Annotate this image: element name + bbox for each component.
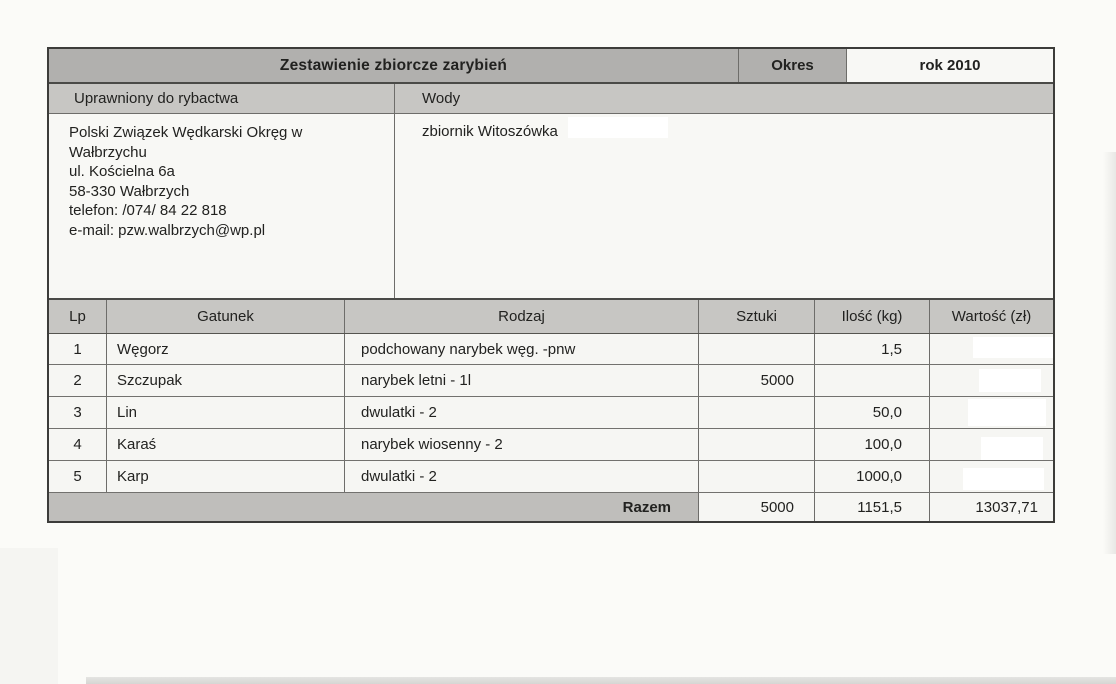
waters-value: zbiornik Witoszówka	[422, 123, 558, 140]
cell-sztuki: 5000	[699, 365, 815, 396]
cell-ilosc: 100,0	[815, 429, 930, 460]
address-line: Wałbrzychu	[69, 143, 147, 161]
address-line: telefon: /074/ 84 22 818	[69, 202, 227, 219]
col-header-gatunek: Gatunek	[107, 300, 345, 333]
address-line: 58-330 Wałbrzych	[69, 182, 190, 200]
cell-lp: 4	[49, 429, 107, 460]
whiteout-patch	[568, 117, 668, 138]
cell-rodzaj: narybek wiosenny - 2	[345, 429, 699, 460]
table-row	[49, 334, 1053, 365]
cell-ilosc: 50,0	[815, 397, 930, 428]
col-header-sztuki: Sztuki	[699, 300, 815, 333]
title-row	[49, 49, 1053, 84]
section-labels-row	[49, 84, 1053, 114]
rights-holder-address	[49, 114, 395, 298]
cell-ilosc: 1,5	[815, 334, 930, 364]
col-header-ilosc: Ilość (kg)	[815, 300, 930, 333]
rights-holder-label: Uprawniony do rybactwa	[49, 84, 395, 113]
cell-lp: 2	[49, 365, 107, 396]
cell-sztuki	[699, 397, 815, 428]
cell-rodzaj: dwulatki - 2	[345, 461, 699, 492]
total-sztuki: 5000	[699, 493, 815, 521]
cell-rodzaj: podchowany narybek węg. -pnw	[345, 334, 699, 364]
total-label: Razem	[49, 493, 699, 521]
whiteout-patch	[973, 337, 1053, 358]
table-row	[49, 397, 1053, 429]
cell-lp: 3	[49, 397, 107, 428]
address-line: e-mail: pzw.walbrzych@wp.pl	[69, 221, 266, 239]
cell-gatunek: Karaś	[107, 429, 345, 460]
total-row	[49, 493, 1053, 521]
form-title: Zestawienie zbiorcze zarybień	[49, 49, 739, 82]
scan-artifact	[86, 677, 1116, 684]
table-row	[49, 461, 1053, 493]
cell-ilosc: 1000,0	[815, 461, 930, 492]
period-value: rok 2010	[847, 49, 1053, 82]
period-label: Okres	[739, 49, 847, 82]
table-header-row	[49, 300, 1053, 334]
cell-rodzaj: dwulatki - 2	[345, 397, 699, 428]
cell-gatunek: Szczupak	[107, 365, 345, 396]
stocking-summary-form	[47, 47, 1055, 523]
cell-sztuki	[699, 429, 815, 460]
address-line: Polski Związek Wędkarski Okręg w	[69, 124, 303, 141]
whiteout-patch	[968, 399, 1046, 426]
cell-ilosc	[815, 365, 930, 396]
whiteout-patch	[963, 468, 1044, 490]
whiteout-patch	[979, 369, 1041, 392]
cell-gatunek: Węgorz	[107, 334, 345, 364]
cell-lp: 1	[49, 334, 107, 364]
waters-value-cell	[395, 114, 1053, 298]
total-ilosc: 1151,5	[815, 493, 930, 521]
col-header-wartosc: Wartość (zł)	[951, 308, 1032, 325]
col-header-rodzaj: Rodzaj	[345, 300, 699, 333]
table-row	[49, 365, 1053, 397]
cell-lp: 5	[49, 461, 107, 492]
address-line: ul. Kościelna 6a	[69, 163, 175, 180]
col-header-lp: Lp	[49, 300, 107, 333]
total-wartosc: 13037,71	[975, 498, 1038, 516]
details-row	[49, 114, 1053, 300]
scan-artifact	[1103, 152, 1116, 554]
whiteout-patch	[981, 437, 1043, 460]
cell-gatunek: Lin	[107, 397, 345, 428]
cell-sztuki	[699, 461, 815, 492]
cell-gatunek: Karp	[107, 461, 345, 492]
cell-rodzaj: narybek letni - 1l	[345, 365, 699, 396]
waters-label: Wody	[422, 90, 461, 107]
cell-sztuki	[699, 334, 815, 364]
table-row	[49, 429, 1053, 461]
scan-artifact	[0, 548, 58, 684]
